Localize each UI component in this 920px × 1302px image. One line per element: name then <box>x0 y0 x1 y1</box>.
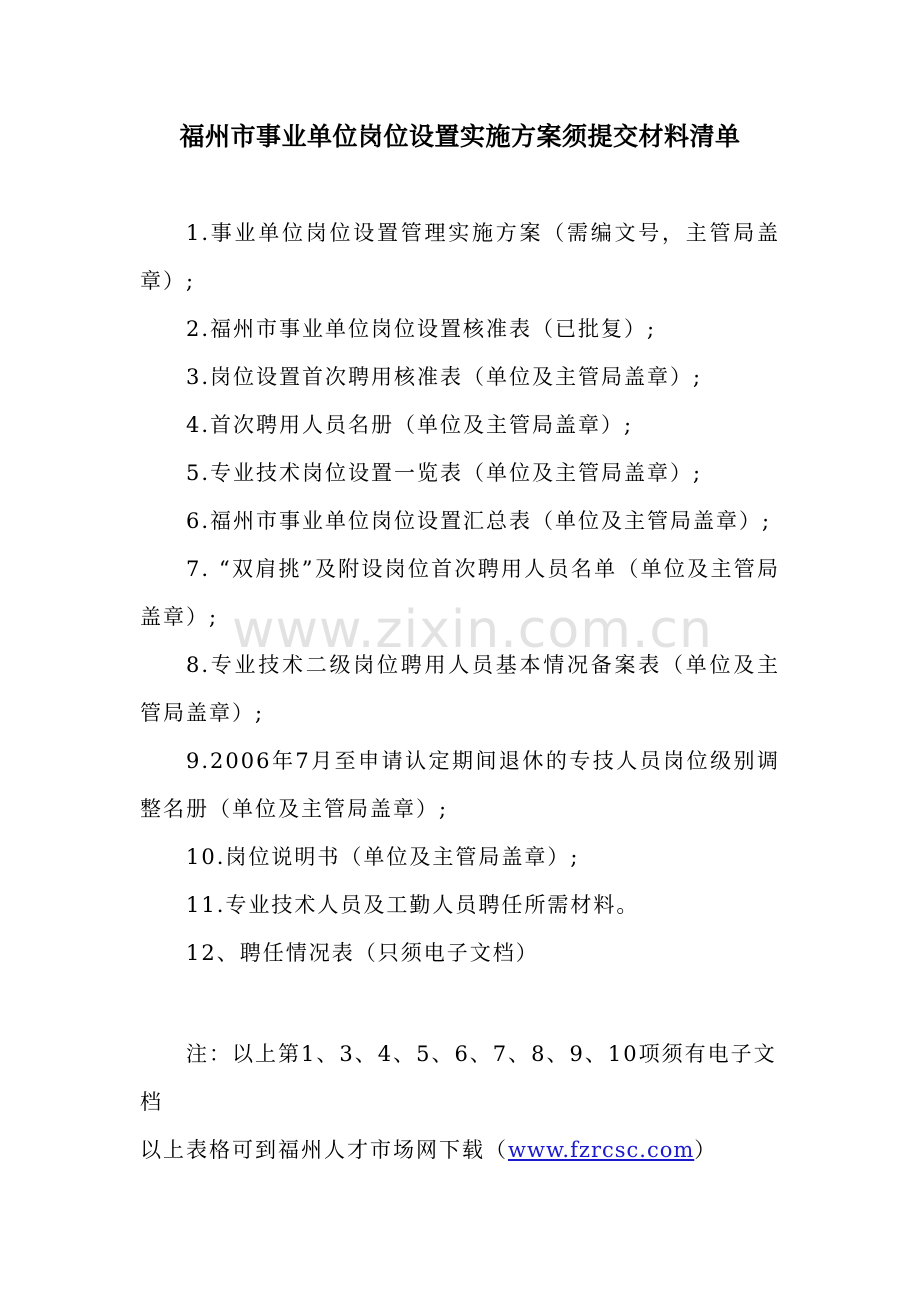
download-note <box>140 1126 780 1174</box>
list-item-3: 3.岗位设置首次聘用核准表（单位及主管局盖章）; <box>186 365 703 389</box>
note-text: 注：以上第1、3、4、5、6、7、8、9、10项须有电子文档 <box>140 1042 777 1114</box>
list-item-12: 12、聘任情况表（只须电子文档） <box>186 941 539 965</box>
list-item-7: 7. “双肩挑”及附设岗位首次聘用人员名单（单位及主管局盖章）; <box>140 557 780 629</box>
list-item-8: 8.专业技术二级岗位聘用人员基本情况备案表（单位及主管局盖章）; <box>140 653 780 725</box>
download-note-suffix: ） <box>694 1138 718 1162</box>
list-item-9: 9.2006年7月至申请认定期间退休的专技人员岗位级别调整名册（单位及主管局盖章）; <box>140 749 780 821</box>
list-item-5: 5.专业技术岗位设置一览表（单位及主管局盖章）; <box>186 461 703 485</box>
list-item-10: 10.岗位说明书（单位及主管局盖章）; <box>186 845 580 869</box>
list-item-2: 2.福州市事业单位岗位设置核准表（已批复）; <box>186 317 657 341</box>
list-item-6: 6.福州市事业单位岗位设置汇总表（单位及主管局盖章）; <box>186 509 772 533</box>
list-item-4: 4.首次聘用人员名册（单位及主管局盖章）; <box>186 413 634 437</box>
list-item-11: 11.专业技术人员及工勤人员聘任所需材料。 <box>186 893 640 917</box>
download-note-prefix: 以上表格可到福州人才市场网下载（ <box>140 1138 508 1162</box>
download-link[interactable]: www.fzrcsc.com <box>508 1138 695 1162</box>
watermark: www.zixin.com.cn <box>232 600 713 660</box>
page-title: 福州市事业单位岗位设置实施方案须提交材料清单 <box>179 122 741 151</box>
list-item-1: 1.事业单位岗位设置管理实施方案（需编文号，主管局盖章）; <box>140 221 780 293</box>
